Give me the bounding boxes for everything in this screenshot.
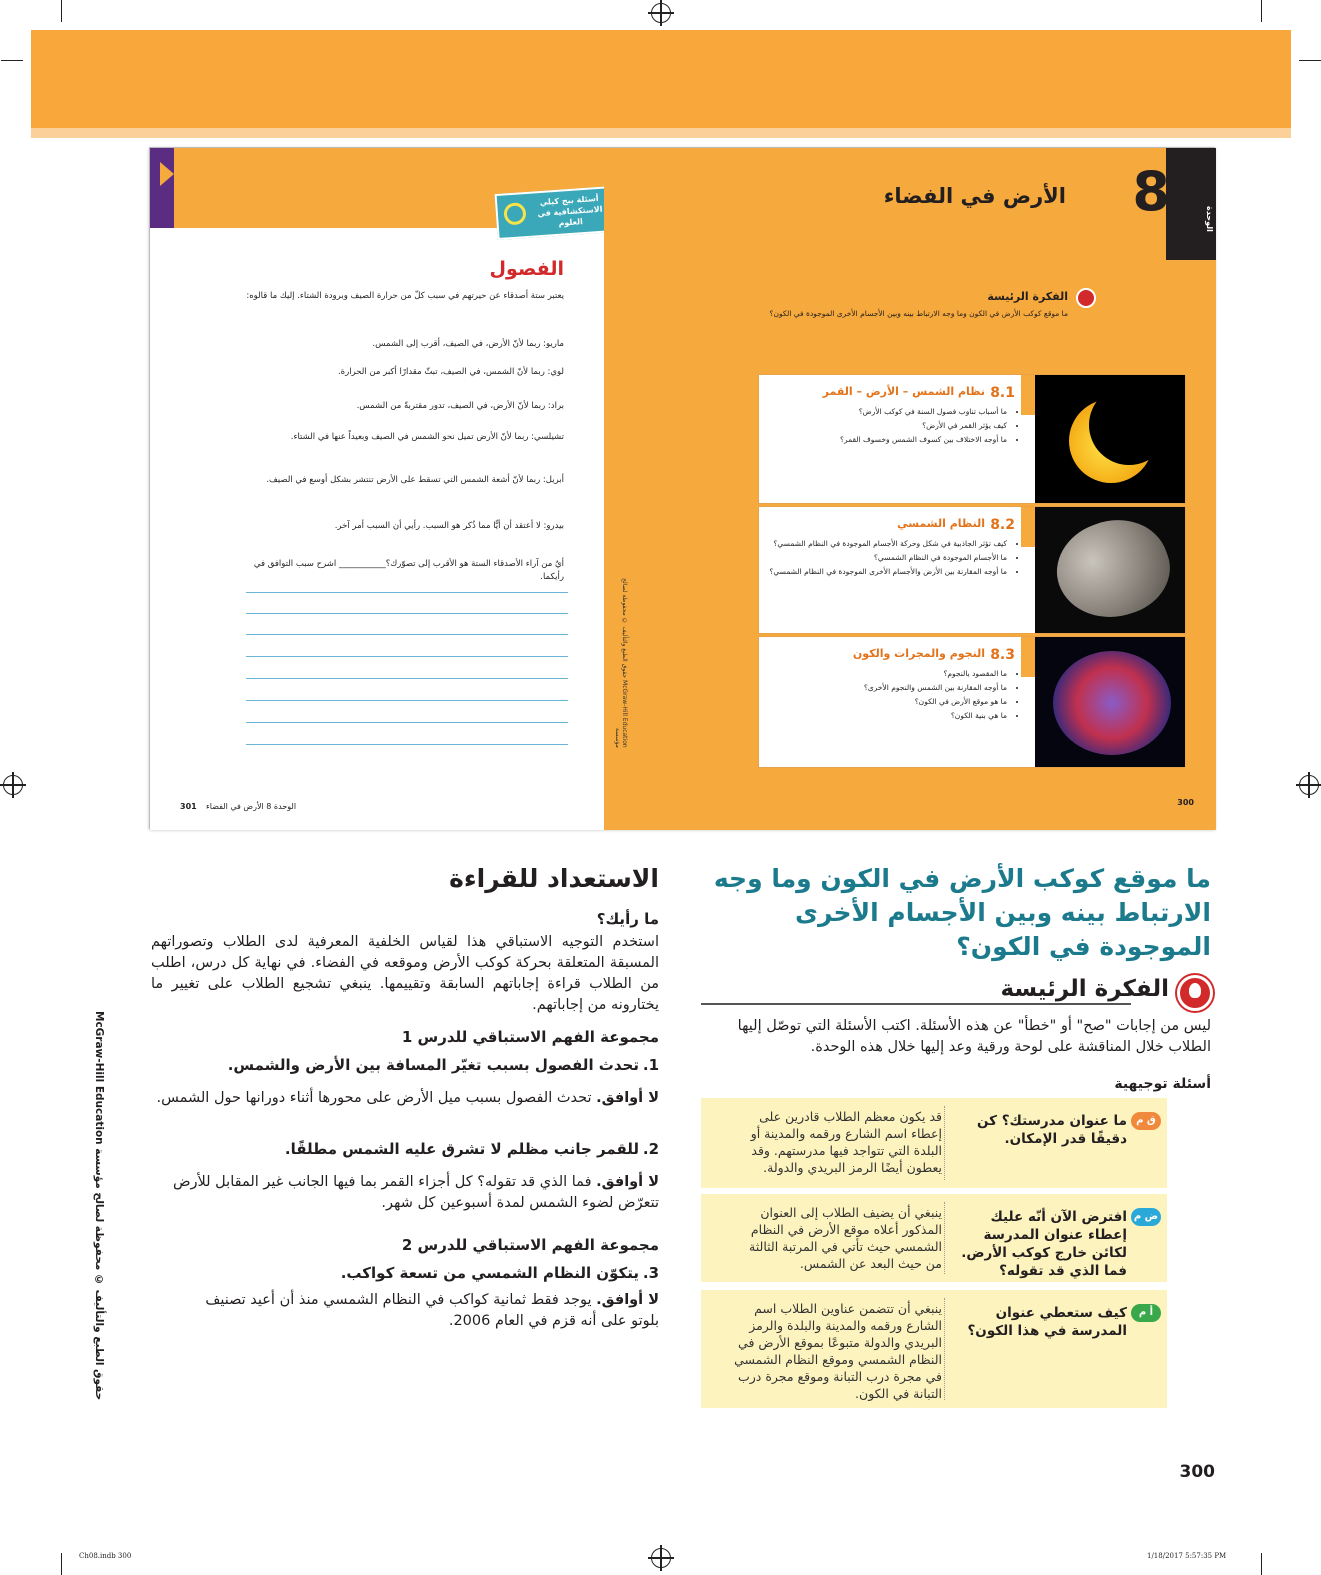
lesson-question: • ما الأجسام الموجودة في النظام الشمسي؟ (767, 551, 1007, 565)
answer-line[interactable] (246, 613, 568, 614)
lesson-question: • ما أوجه المقارنة بين الشمس والنجوم الأخرى؟ (767, 681, 1007, 695)
level-badge: ق م (1131, 1112, 1161, 1130)
answer-text: تحدث الفصول بسبب ميل الأرض على محورها أثناء دورانها حول الشمس. (156, 1090, 592, 1106)
crop-mark (1, 60, 23, 61)
statement-answer (189, 1290, 659, 1332)
registration-mark-icon (651, 3, 671, 23)
lesson-title: النظام الشمسي (897, 517, 985, 530)
answer-line[interactable] (246, 678, 568, 679)
group1-heading: مجموعة الفهم الاستباقي للدرس 1 (401, 1028, 659, 1046)
lesson-question-list (767, 405, 1007, 447)
slug-date: 1/18/2017 5:57:35 PM (1147, 1552, 1227, 1560)
answer-verdict: لا أوافق. (596, 1292, 659, 1308)
lesson-tag (1021, 375, 1035, 415)
lesson-number: 8.1 (990, 385, 1015, 401)
statement-number: 1. (642, 1056, 659, 1074)
spine-copyright: McGraw-Hill Education حقوق الطبع والتأليف © محفوظة لصالح مؤسسة (614, 578, 628, 748)
lesson-question: • ما هو موقع الأرض في الكون؟ (767, 695, 1007, 709)
crop-mark (1261, 0, 1262, 22)
lesson-question: • كيف تؤثر الجاذبية في شكل وحركة الأجسام الموجودة في النظام الشمسي؟ (767, 537, 1007, 551)
guiding-question: ما عنوان مدرستك؟ كن دقيقًا قدر الإمكان. (977, 1113, 1127, 1147)
what-do-you-think: ما رأيك؟ (596, 910, 659, 928)
unit-number: 8 (1132, 160, 1170, 223)
lesson-tag (1021, 637, 1035, 677)
lesson-card[interactable] (758, 374, 1186, 504)
lesson-question: • ما المقصود بالنجوم؟ (767, 667, 1007, 681)
lesson-question-list (767, 537, 1007, 579)
friend-statement: تشيلسي: ربما لأنّ الأرض تميل نحو الشمس في الصيف وبعيداً عنها في الشتاء. (290, 432, 564, 442)
lesson-number: 8.3 (990, 647, 1015, 663)
lesson-title: النجوم والمجرات والكون (852, 647, 985, 660)
eclipse-image (1035, 375, 1185, 503)
heading-rule (701, 1003, 1131, 1005)
reading-paragraph: استخدم التوجيه الاستباقي هذا لقياس الخلفية المعرفية لدى الطلاب وتصوراتهم المسبقة المتعلقة بحركة كوكب الأرض وموقعه في الفضاء. في نهاية كل درس، اطلب من الطلاب قراءة إجاباتهم السابقة وتقييمها. ينبغي تشجيع الطلاب على تغيير ما يختارونه من إجاباتهم. (151, 934, 659, 1013)
divider (944, 1298, 945, 1400)
probes-badge (495, 186, 616, 240)
crop-mark (1299, 60, 1321, 61)
lesson-question: • كيف يؤثر القمر في الأرض؟ (767, 419, 1007, 433)
friend-statement: براد: ربما لأنّ الأرض، في الصيف، تدور مقتربةً من الشمس. (356, 401, 564, 411)
right-page (680, 148, 1216, 830)
answer-text: فما الذي قد تقوله؟ كل أجزاء القمر بما فيها الجانب غير المقابل للأرض تتعرّض لضوء الشمس لمدة أسبوعين كل شهر. (172, 1174, 659, 1211)
friend-statement: لوي: ربما لأنّ الشمس، في الصيف، تبثّ مقدارًا أكبر من الحرارة. (337, 367, 564, 377)
statement: تحدث الفصول بسبب تغيّر المسافة بين الأرض والشمس. (227, 1056, 639, 1074)
answer-text: يوجد فقط ثمانية كواكب في النظام الشمسي منذ أن أعيد تصنيف بلوتو على أنه قزم في العام 2006. (205, 1292, 659, 1329)
seasons-question: أيٌ من آراء الأصدقاء الستة هو الأقرب إلى تصوّرك؟___________ اشرح سبب التوافق في رأيكما. (253, 559, 564, 582)
statement-answer (151, 1172, 659, 1214)
asteroid-image (1035, 507, 1185, 633)
level-badge: أ م (1131, 1304, 1161, 1322)
student-edition-spread (149, 147, 1215, 829)
answer-line[interactable] (246, 656, 568, 657)
left-page (150, 148, 604, 830)
answer-line[interactable] (246, 634, 568, 635)
reading-heading: الاستعداد للقراءة (449, 864, 659, 893)
lesson-card[interactable] (758, 506, 1186, 634)
probes-badge-text: أسئلة بيج كيلي الاستكشافية في العلوم (537, 193, 603, 228)
answer-line[interactable] (246, 744, 568, 745)
answer-line[interactable] (246, 722, 568, 723)
lesson-question: • ما أوجه الاختلاف بين كسوف الشمس وخسوف القمر؟ (767, 433, 1007, 447)
left-page-footer: الوحدة 8 الأرض في الفضاء (206, 802, 297, 811)
statement-number: 2. (642, 1140, 659, 1158)
side-copyright: حقوق الطبع والتأليف © محفوظة لصالح مؤسسة McGraw-Hill Education (93, 1010, 105, 1400)
divider (944, 1106, 945, 1180)
main-question-heading: ما موقع كوكب الأرض في الكون وما وجه الارتباط بينه وبين الأجسام الأخرى الموجودة في الكون؟ (713, 864, 1211, 961)
lesson-card[interactable] (758, 636, 1186, 768)
slug-file: Ch08.indb 300 (79, 1552, 132, 1560)
big-idea-heading: الفكرة الرئيسة (1000, 976, 1169, 1002)
magnifier-icon (503, 202, 526, 225)
lesson-title: نظام الشمس – الأرض – القمر (822, 385, 985, 398)
level-badge: ض م (1131, 1208, 1161, 1226)
statement: يتكوّن النظام الشمسي من تسعة كواكب. (340, 1264, 639, 1282)
group2-heading: مجموعة الفهم الاستباقي للدرس 2 (401, 1236, 659, 1254)
header-band (31, 30, 1291, 128)
crop-mark (61, 0, 62, 22)
statement-answer (151, 1088, 659, 1109)
unit-title: الأرض في الفضاء (883, 184, 1066, 208)
lesson-number: 8.2 (990, 517, 1015, 533)
page-number: 300 (1179, 1462, 1215, 1482)
big-idea-text: ما موقع كوكب الأرض في الكون وما وجه الارتباط بينه وبين الأجسام الأخرى الموجودة في الكون؟ (769, 309, 1068, 318)
lightbulb-icon (1076, 288, 1096, 308)
answer-line[interactable] (246, 592, 568, 593)
big-idea-paragraph: ليس من إجابات "صح" أو "خطأ" عن هذه الأسئلة. اكتب الأسئلة التي توصّل إليها الطلاب خلال المناقشة على لوحة ورقية وعد إليها خلال هذه الوحدة. (737, 1018, 1211, 1055)
guiding-answer: ينبغي أن يضيف الطلاب إلى العنوان المذكور أعلاه موقع الأرض في النظام الشمسي حيث تأتي في المرتبة الثالثة من حيث البعد عن الشمس. (749, 1205, 942, 1271)
nebula-image (1035, 637, 1185, 767)
lesson-question: • ما هي بنية الكون؟ (767, 709, 1007, 723)
registration-mark-icon (651, 1548, 671, 1568)
divider (944, 1202, 945, 1274)
lesson-tag (1021, 507, 1035, 547)
answer-verdict: لا أوافق. (596, 1090, 659, 1106)
unit-tab (1166, 148, 1216, 260)
guiding-questions-heading: أسئلة توجيهية (1114, 1076, 1211, 1092)
lightbulb-icon (1177, 975, 1213, 1011)
answer-verdict: لا أوافق. (596, 1174, 659, 1190)
header-band-edge (31, 128, 1291, 138)
statement-number: 3. (642, 1264, 659, 1282)
registration-mark-icon (1299, 775, 1319, 795)
crop-mark (1261, 1553, 1262, 1575)
crop-mark (61, 1553, 62, 1575)
right-page-number: 300 (1177, 798, 1194, 807)
guiding-question: كيف ستعطي عنوان المدرسة في هذا الكون؟ (967, 1305, 1127, 1339)
registration-mark-icon (3, 775, 23, 795)
lesson-question-list (767, 667, 1007, 723)
friend-statement: ماريو: ربما لأنّ الأرض، في الصيف، أقرب إلى الشمس. (372, 339, 564, 349)
lesson-question: • ما أسباب تناوب فصول السنة في كوكب الأرض؟ (767, 405, 1007, 419)
guiding-question-row (701, 1194, 1167, 1282)
guiding-answer: قد يكون معظم الطلاب قادرين على إعطاء اسم الشارع ورقمه والمدينة أو البلدة التي تتواجد فيها مدرستهم. وقد يعطون أيضًا الرمز البريدي والدولة. (750, 1109, 942, 1175)
guiding-question: افترض الآن أنّه عليك إعطاء عنوان المدرسة لكائن خارج كوكب الأرض. فما الذي قد تقوله؟ (961, 1209, 1127, 1279)
guiding-question-row (701, 1098, 1167, 1188)
friend-statement: بيدرو: لا أعتقد أن أيًّا مما ذُكر هو السبب. رأيي أن السبب أمر آخر. (334, 521, 564, 531)
statement: للقمر جانب مظلم لا تشرق عليه الشمس مطلقًا. (284, 1140, 639, 1158)
guiding-question-row (701, 1290, 1167, 1408)
big-idea-label: الفكرة الرئيسة (987, 290, 1068, 303)
lesson-question: • ما أوجه المقارنة بين الأرض والأجسام الأخرى الموجودة في النظام الشمسي؟ (767, 565, 1007, 579)
seasons-intro: يعتبر ستة أصدقاء عن حيرتهم في سبب كلّ من حرارة الصيف وبرودة الشتاء. إليك ما قالوه: (246, 291, 564, 301)
seasons-title: الفصول (489, 258, 564, 280)
unit-label: الوحدة (1205, 206, 1214, 232)
guiding-answer: ينبغي أن تتضمن عناوين الطلاب اسم الشارع ورقمه والمدينة والبلدة والرمز البريدي والدولة متبوعًا بموقع الأرض في النظام الشمسي وموقع النظام الشمسي في مجرة درب التبانة وموقع مجرة درب التبانة في الكون. (734, 1301, 942, 1401)
left-page-number: 301 (180, 802, 197, 811)
friend-statement: أبريل: ربما لأنّ أشعة الشمس التي تسقط على الأرض تنتشر بشكل أوسع في الصيف. (266, 475, 564, 485)
answer-line[interactable] (246, 700, 568, 701)
tab-arrow (160, 162, 174, 186)
